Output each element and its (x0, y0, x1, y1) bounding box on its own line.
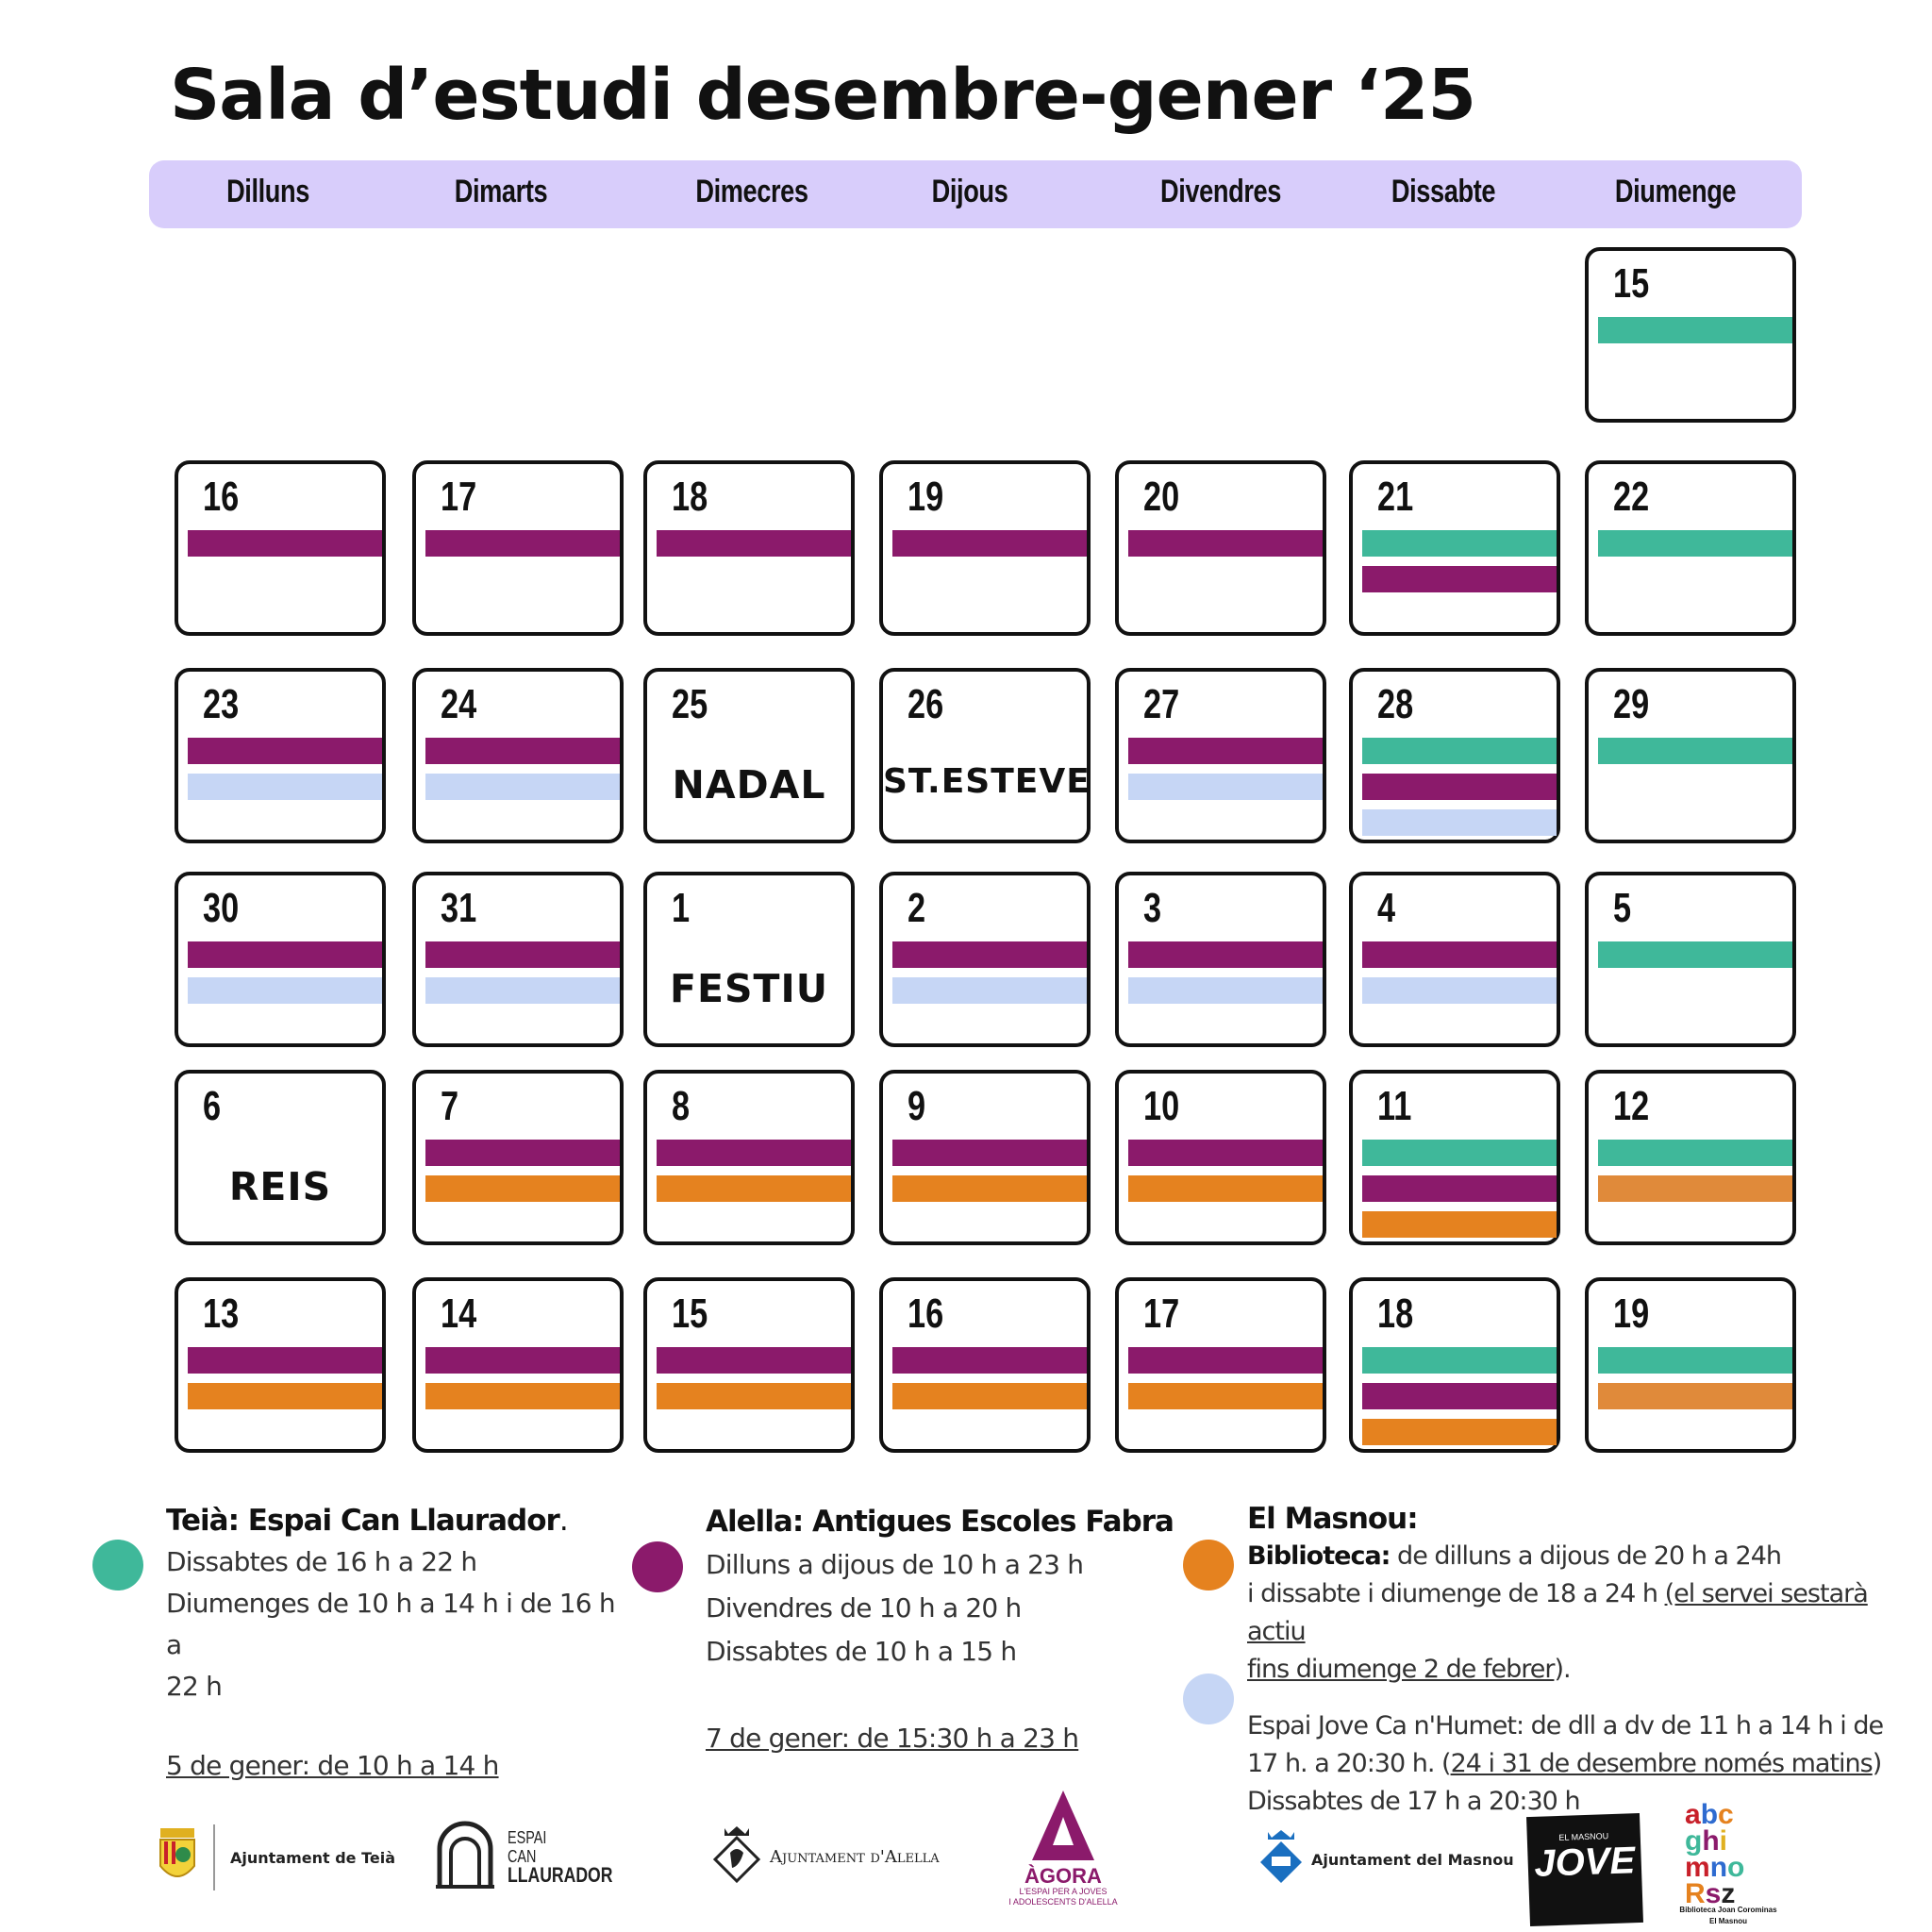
day-cell (1115, 872, 1326, 1047)
day-number: 19 (1613, 1291, 1650, 1337)
day-number: 5 (1613, 885, 1632, 931)
masnou-crest-icon (1258, 1828, 1304, 1890)
day-number: 29 (1613, 681, 1650, 727)
weekday-4: Dijous (931, 174, 1008, 209)
page-title: Sala d’estudi desembre-gener ‘25 (170, 55, 1476, 136)
day-number: 15 (1613, 260, 1650, 307)
schedule-bar-purple (188, 738, 382, 764)
legend-jove-line2: 17 h. a 20:30 h. ( (1247, 1749, 1451, 1778)
jove-logo-text: JOVE (1533, 1840, 1636, 1885)
day-cell (1585, 1277, 1796, 1453)
schedule-bar-purple (188, 941, 382, 968)
schedule-bar-purple (1362, 1383, 1557, 1409)
schedule-bar-teal (1598, 317, 1792, 343)
teia-logo-text: Ajuntament de Teià (230, 1849, 396, 1867)
schedule-bar-teal (1362, 738, 1557, 764)
schedule-bar-orange (1362, 1211, 1557, 1238)
day-number: 15 (672, 1291, 708, 1337)
day-number: 18 (672, 474, 708, 520)
schedule-bar-purple (657, 1347, 851, 1374)
schedule-bar-purple (892, 941, 1087, 968)
day-cell (175, 668, 386, 843)
teia-logo-divider (213, 1824, 215, 1890)
legend-teia (166, 1500, 638, 1787)
orange-legend-dot (1183, 1540, 1234, 1591)
day-cell (1115, 1277, 1326, 1453)
day-number: 24 (441, 681, 477, 727)
can-llaurador-line1: ESPAI (508, 1828, 547, 1847)
day-cell (1585, 460, 1796, 636)
day-cell (643, 668, 855, 843)
weekday-3: Dimecres (695, 174, 808, 209)
day-cell (412, 668, 624, 843)
day-number: 21 (1377, 474, 1414, 520)
day-cell (1585, 872, 1796, 1047)
schedule-bar-orange (1362, 1419, 1557, 1445)
day-cell (643, 872, 855, 1047)
schedule-bar-purple (1128, 738, 1323, 764)
legend-teia-note: 5 de gener: de 10 h a 14 h (166, 1750, 499, 1781)
day-cell (1585, 1070, 1796, 1245)
schedule-bar-purple (425, 738, 620, 764)
legend-biblioteca-label: Biblioteca: (1247, 1541, 1391, 1571)
day-number: 16 (908, 1291, 944, 1337)
schedule-bar-teal (1598, 530, 1792, 557)
schedule-bar-lavender (188, 774, 382, 800)
schedule-bar-purple (1128, 1140, 1323, 1166)
legend-teia-line2: Diumenges de 10 h a 14 h i de 16 h a (166, 1588, 615, 1660)
legend-teia-title: Teià: Espai Can Llaurador (166, 1504, 559, 1538)
schedule-bar-purple (188, 1347, 382, 1374)
day-cell (1115, 460, 1326, 636)
legend-alella-line1: Dilluns a dijous de 10 h a 23 h (706, 1549, 1084, 1580)
schedule-bar-orange-light (1598, 1175, 1792, 1202)
schedule-bar-purple (1362, 566, 1557, 592)
day-cell (1349, 668, 1560, 843)
legend-biblioteca-line2: i dissabte i diumenge de 18 a 24 h (1247, 1579, 1665, 1608)
biblioteca-logo-line2: El Masnou (1708, 1917, 1747, 1925)
schedule-bar-orange (1128, 1175, 1323, 1202)
day-number: 17 (1143, 1291, 1180, 1337)
schedule-bar-lavender (1128, 977, 1323, 1004)
day-cell (1115, 668, 1326, 843)
alella-crest-icon (711, 1824, 762, 1887)
agora-sub-1: L'ESPAI PER A JOVES (1019, 1887, 1108, 1896)
schedule-bar-orange (657, 1383, 851, 1409)
weekday-header (149, 160, 1802, 228)
can-llaurador-line3: LLAURADOR (508, 1863, 613, 1887)
purple-legend-dot (632, 1541, 683, 1592)
weekday-1: Dilluns (226, 174, 309, 209)
weekday-5: Divendres (1160, 174, 1281, 209)
day-number: 30 (203, 885, 240, 931)
lavender-legend-dot (1183, 1674, 1234, 1724)
day-cell (879, 1070, 1091, 1245)
holiday-label: FESTIU (669, 966, 829, 1011)
agora-triangle-icon (1030, 1789, 1096, 1866)
day-number: 17 (441, 474, 477, 520)
day-cell (412, 460, 624, 636)
day-cell (1349, 1070, 1560, 1245)
schedule-bar-teal (1362, 1140, 1557, 1166)
weekday-7: Diumenge (1614, 174, 1737, 209)
day-cell (175, 1277, 386, 1453)
schedule-bar-purple (657, 530, 851, 557)
alella-logo-text: Ajuntament d'Alella (770, 1847, 940, 1867)
weekday-2: Dimarts (454, 174, 548, 209)
schedule-bar-orange (188, 1383, 382, 1409)
teal-legend-dot (92, 1540, 143, 1591)
day-cell (412, 1277, 624, 1453)
legend-alella-title: Alella: Antigues Escoles Fabra (706, 1505, 1174, 1539)
schedule-bar-teal (1362, 530, 1557, 557)
day-number: 12 (1613, 1083, 1650, 1129)
day-number: 28 (1377, 681, 1414, 727)
day-cell (879, 460, 1091, 636)
schedule-bar-teal (1598, 1347, 1792, 1374)
day-number: 6 (203, 1083, 222, 1129)
day-number: 20 (1143, 474, 1180, 520)
day-number: 31 (441, 885, 477, 931)
schedule-bar-lavender (188, 977, 382, 1004)
schedule-bar-purple (425, 1347, 620, 1374)
schedule-bar-teal (1598, 1140, 1792, 1166)
schedule-bar-purple (1362, 1175, 1557, 1202)
day-cell (879, 872, 1091, 1047)
can-llaurador-line2: CAN (508, 1847, 537, 1866)
day-number: 27 (1143, 681, 1180, 727)
schedule-bar-purple (1128, 1347, 1323, 1374)
biblioteca-logo-line1: Biblioteca Joan Corominas (1679, 1906, 1777, 1914)
schedule-bar-orange (657, 1175, 851, 1202)
masnou-logo-text: Ajuntament del Masnou (1311, 1851, 1514, 1869)
day-cell (879, 1277, 1091, 1453)
day-cell (1349, 1277, 1560, 1453)
schedule-bar-lavender (1362, 809, 1557, 836)
day-cell (175, 460, 386, 636)
schedule-bar-purple (1128, 941, 1323, 968)
legend-jove-line3: Dissabtes de 17 h a 20:30 h (1247, 1787, 1580, 1816)
legend-alella-line2: Divendres de 10 h a 20 h (706, 1592, 1022, 1624)
day-number: 22 (1613, 474, 1650, 520)
schedule-bar-purple (425, 530, 620, 557)
schedule-bar-lavender (1128, 774, 1323, 800)
jove-logo (1526, 1813, 1643, 1926)
schedule-bar-purple (657, 1140, 851, 1166)
legend-biblioteca-line3: fins diumenge 2 de febrer (1247, 1655, 1555, 1684)
biblioteca-letters-icon: abc ghi mno Rsz (1685, 1799, 1745, 1909)
day-number: 16 (203, 474, 240, 520)
schedule-bar-purple (425, 1140, 620, 1166)
day-cell (175, 1070, 386, 1245)
day-number: 4 (1377, 885, 1396, 931)
legend-teia-line3: 22 h (166, 1671, 223, 1702)
schedule-bar-teal (1598, 738, 1792, 764)
day-number: 23 (203, 681, 240, 727)
day-cell (1349, 872, 1560, 1047)
weekday-6: Dissabte (1391, 174, 1496, 209)
holiday-label: ST.ESTEVE (883, 762, 1091, 801)
holiday-label: REIS (228, 1164, 332, 1209)
schedule-bar-orange (892, 1383, 1087, 1409)
legend-teia-title-end: . (558, 1504, 568, 1538)
day-cell (643, 1070, 855, 1245)
day-cell (412, 872, 624, 1047)
day-cell (643, 1277, 855, 1453)
schedule-bar-purple (425, 941, 620, 968)
schedule-bar-purple (892, 1347, 1087, 1374)
legend-jove-line2-end: ) (1872, 1749, 1882, 1778)
legend-masnou (1247, 1500, 1926, 1821)
schedule-bar-orange (1128, 1383, 1323, 1409)
teia-coat-of-arms-icon (157, 1826, 198, 1892)
legend-biblioteca-line1: de dilluns a dijous de 20 h a 24h (1390, 1541, 1782, 1571)
day-number: 13 (203, 1291, 240, 1337)
day-number: 14 (441, 1291, 477, 1337)
legend-biblioteca-line2-note: (el servei sestarà actiu (1247, 1579, 1868, 1646)
day-number: 2 (908, 885, 926, 931)
day-number: 10 (1143, 1083, 1180, 1129)
day-number: 11 (1377, 1083, 1412, 1129)
day-number: 1 (672, 885, 691, 931)
schedule-bar-purple (1362, 941, 1557, 968)
day-number: 7 (441, 1083, 459, 1129)
agora-logo-text: ÀGORA (1024, 1864, 1102, 1888)
schedule-bar-purple (892, 1140, 1087, 1166)
day-cell (1349, 460, 1560, 636)
legend-jove-line1: Espai Jove Ca n'Humet: de dll a dv de 11 h a 14 h i de (1247, 1711, 1884, 1740)
day-cell (1585, 247, 1796, 423)
day-cell (1585, 668, 1796, 843)
day-cell (879, 668, 1091, 843)
holiday-label: NADAL (672, 762, 826, 808)
legend-alella-note: 7 de gener: de 15:30 h a 23 h (706, 1723, 1079, 1754)
day-number: 3 (1143, 885, 1162, 931)
day-number: 9 (908, 1083, 926, 1129)
agora-sub-2: I ADOLESCENTS D'ALELLA (1008, 1897, 1118, 1907)
schedule-bar-purple (1128, 530, 1323, 557)
day-cell (412, 1070, 624, 1245)
schedule-bar-teal (1362, 1347, 1557, 1374)
day-number: 18 (1377, 1291, 1414, 1337)
day-number: 26 (908, 681, 944, 727)
schedule-bar-purple (892, 530, 1087, 557)
legend-alella (706, 1500, 1196, 1760)
day-number: 25 (672, 681, 708, 727)
day-number: 8 (672, 1083, 691, 1129)
legend-teia-line1: Dissabtes de 16 h a 22 h (166, 1546, 477, 1577)
schedule-bar-orange (425, 1383, 620, 1409)
schedule-bar-lavender (425, 774, 620, 800)
schedule-bar-lavender (892, 977, 1087, 1004)
day-number: 19 (908, 474, 944, 520)
legend-masnou-title: El Masnou: (1247, 1502, 1418, 1536)
schedule-bar-purple (1362, 774, 1557, 800)
legend-biblioteca-line3-end: ). (1554, 1655, 1571, 1684)
legend-jove-line2-note: 24 i 31 de desembre només matins (1450, 1749, 1873, 1778)
schedule-bar-purple (188, 530, 382, 557)
schedule-bar-teal (1598, 941, 1792, 968)
can-llaurador-arch-icon (434, 1817, 496, 1892)
schedule-bar-lavender (425, 977, 620, 1004)
day-cell (175, 872, 386, 1047)
day-cell (643, 460, 855, 636)
schedule-bar-lavender (1362, 977, 1557, 1004)
day-cell (1115, 1070, 1326, 1245)
schedule-bar-orange (425, 1175, 620, 1202)
legend-alella-line3: Dissabtes de 10 h a 15 h (706, 1636, 1017, 1667)
schedule-bar-orange (892, 1175, 1087, 1202)
schedule-bar-orange-light (1598, 1383, 1792, 1409)
jove-logo-top: EL MASNOU (1558, 1831, 1609, 1842)
